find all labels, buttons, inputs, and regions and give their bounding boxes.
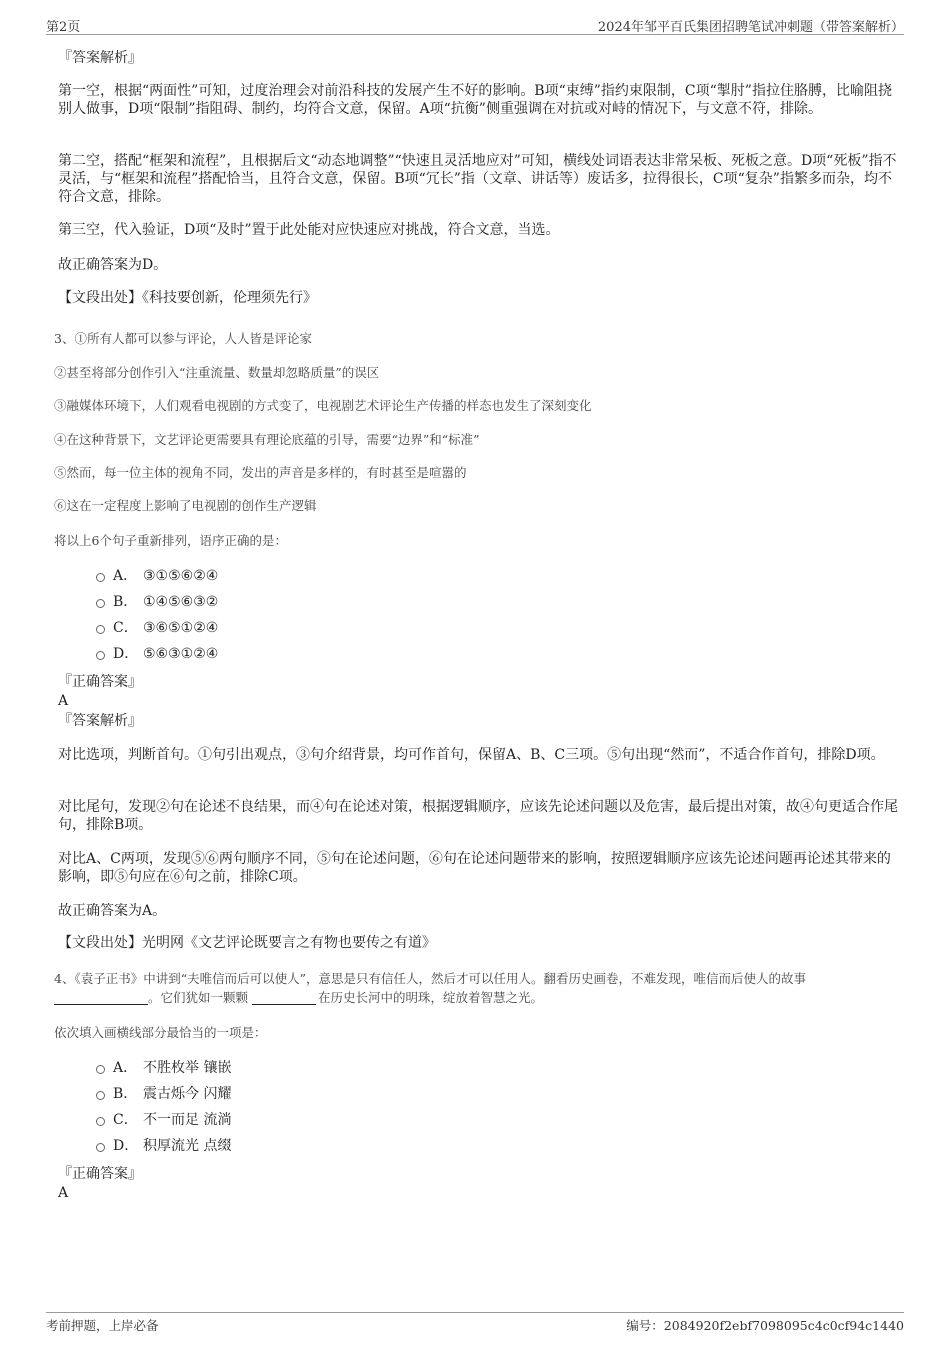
- q3-analysis-p1: 对比选项，判断首句。①句引出观点，③句介绍背景，均可作首句，保留A、B、C三项。⑤句出现“然而”，不适合作首句，排除D项。: [58, 747, 885, 763]
- q3-option-c[interactable]: C． ③⑥⑤①②④: [96, 619, 218, 637]
- q3-sentence-6: ⑥这在一定程度上影响了电视剧的创作生产逻辑: [54, 498, 317, 513]
- q3-option-d[interactable]: D． ⑤⑥③①②④: [96, 645, 218, 663]
- blank-1[interactable]: [54, 990, 148, 1005]
- page-header: [46, 14, 904, 35]
- q2-analysis-conclusion: 故正确答案为D。: [58, 257, 168, 273]
- q3-sentence-1: 3、①所有人都可以参与评论，人人皆是评论家: [54, 331, 312, 346]
- q3-analysis-p2: 对比尾句，发现②句在论述不良结果，而④句在论述对策，根据逻辑顺序，应该先论述问题以及危害，最后提出对策，故④句更适合作尾句，排除B项。: [58, 799, 898, 833]
- q4-answer-title: 『正确答案』: [58, 1166, 142, 1182]
- q2-analysis-title: 『答案解析』: [58, 50, 142, 66]
- q2-analysis-p3: 第三空，代入验证，D项“及时”置于此处能对应快速应对挑战，符合文意，当选。: [58, 222, 560, 238]
- document-title: 2024年邹平百氏集团招聘笔试冲刺题（带答案解析）: [597, 20, 904, 35]
- q3-answer-title: 『正确答案』: [58, 674, 142, 690]
- radio-icon[interactable]: [96, 1143, 105, 1152]
- document-id: 编号：2084920f2ebf7098095c4c0cf94c1440: [626, 1318, 904, 1333]
- q3-source: 【文段出处】光明网《文艺评论既要言之有物也要传之有道》: [58, 935, 436, 951]
- q3-option-b[interactable]: B． ①④⑤⑥③②: [96, 593, 218, 611]
- q3-option-a[interactable]: A． ③①⑤⑥②④: [96, 567, 218, 585]
- q3-sentence-4: ④在这种背景下，文艺评论更需要具有理论底蕴的引导，需要“边界”和“标准”: [54, 432, 480, 447]
- q2-analysis-p1: 第一空，根据“两面性”可知，过度治理会对前沿科技的发展产生不好的影响。B项“束缚”指约束限制，C项“掣肘”指拉住胳膊，比喻阻挠别人做事，D项“限制”指阻碍、制约，均符合文意，保留。A项“抗衡”侧重强调在对抗或对峙的情况下，与文意不符，排除。: [58, 83, 892, 117]
- q3-answer: A: [58, 693, 69, 709]
- q2-source: 【文段出处】《科技要创新，伦理须先行》: [58, 290, 317, 306]
- radio-icon[interactable]: [96, 573, 105, 582]
- q4-option-d[interactable]: D． 积厚流光 点缀: [96, 1137, 231, 1155]
- radio-icon[interactable]: [96, 599, 105, 608]
- radio-icon[interactable]: [96, 1091, 105, 1100]
- footer-slogan: 考前押题，上岸必备: [46, 1318, 159, 1333]
- q2-analysis-p2: 第二空，搭配“框架和流程”，且根据后文“动态地调整”“快速且灵活地应对”可知，横线处词语表达非常呆板、死板之意。D项“死板”指不灵活，与“框架和流程”搭配恰当，且符合文意，保留。B项“冗长”指（文章、讲话等）废话多，拉得很长，C项“复杂”指繁多而杂，均不符合文意，排除。: [58, 153, 897, 205]
- page-number: 第2页: [46, 20, 81, 35]
- blank-2[interactable]: [252, 990, 316, 1005]
- radio-icon[interactable]: [96, 651, 105, 660]
- q3-prompt: 将以上6个句子重新排列，语序正确的是：: [54, 533, 287, 548]
- page-footer: [46, 1312, 904, 1335]
- q4-answer: A: [58, 1185, 69, 1201]
- radio-icon[interactable]: [96, 1117, 105, 1126]
- q4-option-b[interactable]: B． 震古烁今 闪耀: [96, 1085, 231, 1103]
- radio-icon[interactable]: [96, 1065, 105, 1074]
- q3-sentence-3: ③融媒体环境下，人们观看电视剧的方式变了，电视剧艺术评论生产传播的样态也发生了深刻变化: [54, 398, 592, 413]
- q3-analysis-conclusion: 故正确答案为A。: [58, 903, 167, 919]
- q4-option-a[interactable]: A． 不胜枚举 镶嵌: [96, 1059, 231, 1077]
- q3-analysis-p3: 对比A、C两项，发现⑤⑥两句顺序不同，⑤句在论述问题，⑥句在论述问题带来的影响，按照逻辑顺序应该先论述问题再论述其带来的影响，即⑤句应在⑥句之前，排除C项。: [58, 851, 891, 885]
- q4-stem-line-2: 。它们犹如一颗颗 在历史长河中的明珠，绽放着智慧之光。: [54, 989, 543, 1007]
- q3-sentence-5: ⑤然而，每一位主体的视角不同，发出的声音是多样的，有时甚至是喧嚣的: [54, 465, 467, 480]
- q3-analysis-title: 『答案解析』: [58, 713, 142, 729]
- radio-icon[interactable]: [96, 625, 105, 634]
- q4-option-c[interactable]: C． 不一而足 流淌: [96, 1111, 231, 1129]
- q4-prompt: 依次填入画横线部分最恰当的一项是：: [54, 1025, 267, 1040]
- q4-stem-line-1: 4、《袁子正书》中讲到“夫唯信而后可以使人”，意思是只有信任人，然后才可以任用人。翻看历史画卷，不难发现，唯信而后使人的故事: [54, 971, 806, 986]
- q3-sentence-2: ②甚至将部分创作引入“注重流量、数量却忽略质量”的误区: [54, 365, 380, 380]
